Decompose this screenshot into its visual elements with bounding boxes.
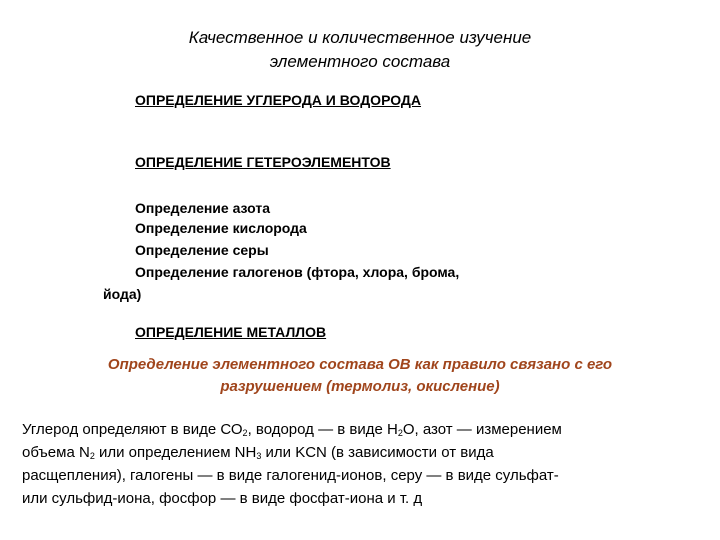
- text-segment: Углерод определяют в виде СО: [22, 421, 243, 438]
- subscript: 3: [256, 451, 262, 461]
- subscript: 2: [89, 451, 95, 461]
- paragraph-line-4: или сульфид-иона, фосфор — в виде фосфат-иона и т. д: [22, 490, 423, 507]
- title-line-2: элементного состава: [269, 52, 451, 71]
- list-item-oxygen: Определение кислорода: [135, 220, 307, 236]
- paragraph-line-2: [22, 441, 702, 464]
- text-segment: О, азот — измерением: [402, 421, 562, 438]
- list-item-sulfur: Определение серы: [135, 242, 269, 258]
- text-segment: или KCN (в зависимости от вида: [261, 444, 494, 461]
- text-segment: или определением NH: [94, 444, 257, 461]
- note-callout: [0, 354, 720, 398]
- heading-carbon-hydrogen: ОПРЕДЕЛЕНИЕ УГЛЕРОДА И ВОДОРОДА: [135, 92, 422, 108]
- paragraph-line-3: расщепления), галогены — в виде галогенид-ионов, серу — в виде сульфат-: [22, 467, 559, 484]
- subscript: 2: [397, 428, 403, 438]
- heading-heteroelements: ОПРЕДЕЛЕНИЕ ГЕТЕРОЭЛЕМЕНТОВ: [135, 154, 391, 170]
- title-line-1: Качественное и количественное изучение: [188, 28, 532, 47]
- paragraph-line-1: [22, 418, 702, 441]
- list-item-halogens: Определение галогенов (фтора, хлора, брома,: [135, 264, 460, 280]
- list-item-nitrogen: Определение азота: [135, 200, 271, 216]
- list-item-halogens-continuation: йода): [103, 286, 142, 302]
- slide-title: [0, 26, 720, 74]
- text-segment: , водород — в виде Н: [247, 421, 398, 438]
- body-paragraph: [22, 418, 702, 510]
- subscript: 2: [242, 428, 248, 438]
- note-line-1: Определение элементного состава ОВ как правило связано с его: [107, 356, 613, 373]
- note-line-2: разрушением (термолиз, окисление): [220, 378, 500, 395]
- text-segment: объема N: [22, 444, 90, 461]
- heading-metals: ОПРЕДЕЛЕНИЕ МЕТАЛЛОВ: [135, 324, 327, 340]
